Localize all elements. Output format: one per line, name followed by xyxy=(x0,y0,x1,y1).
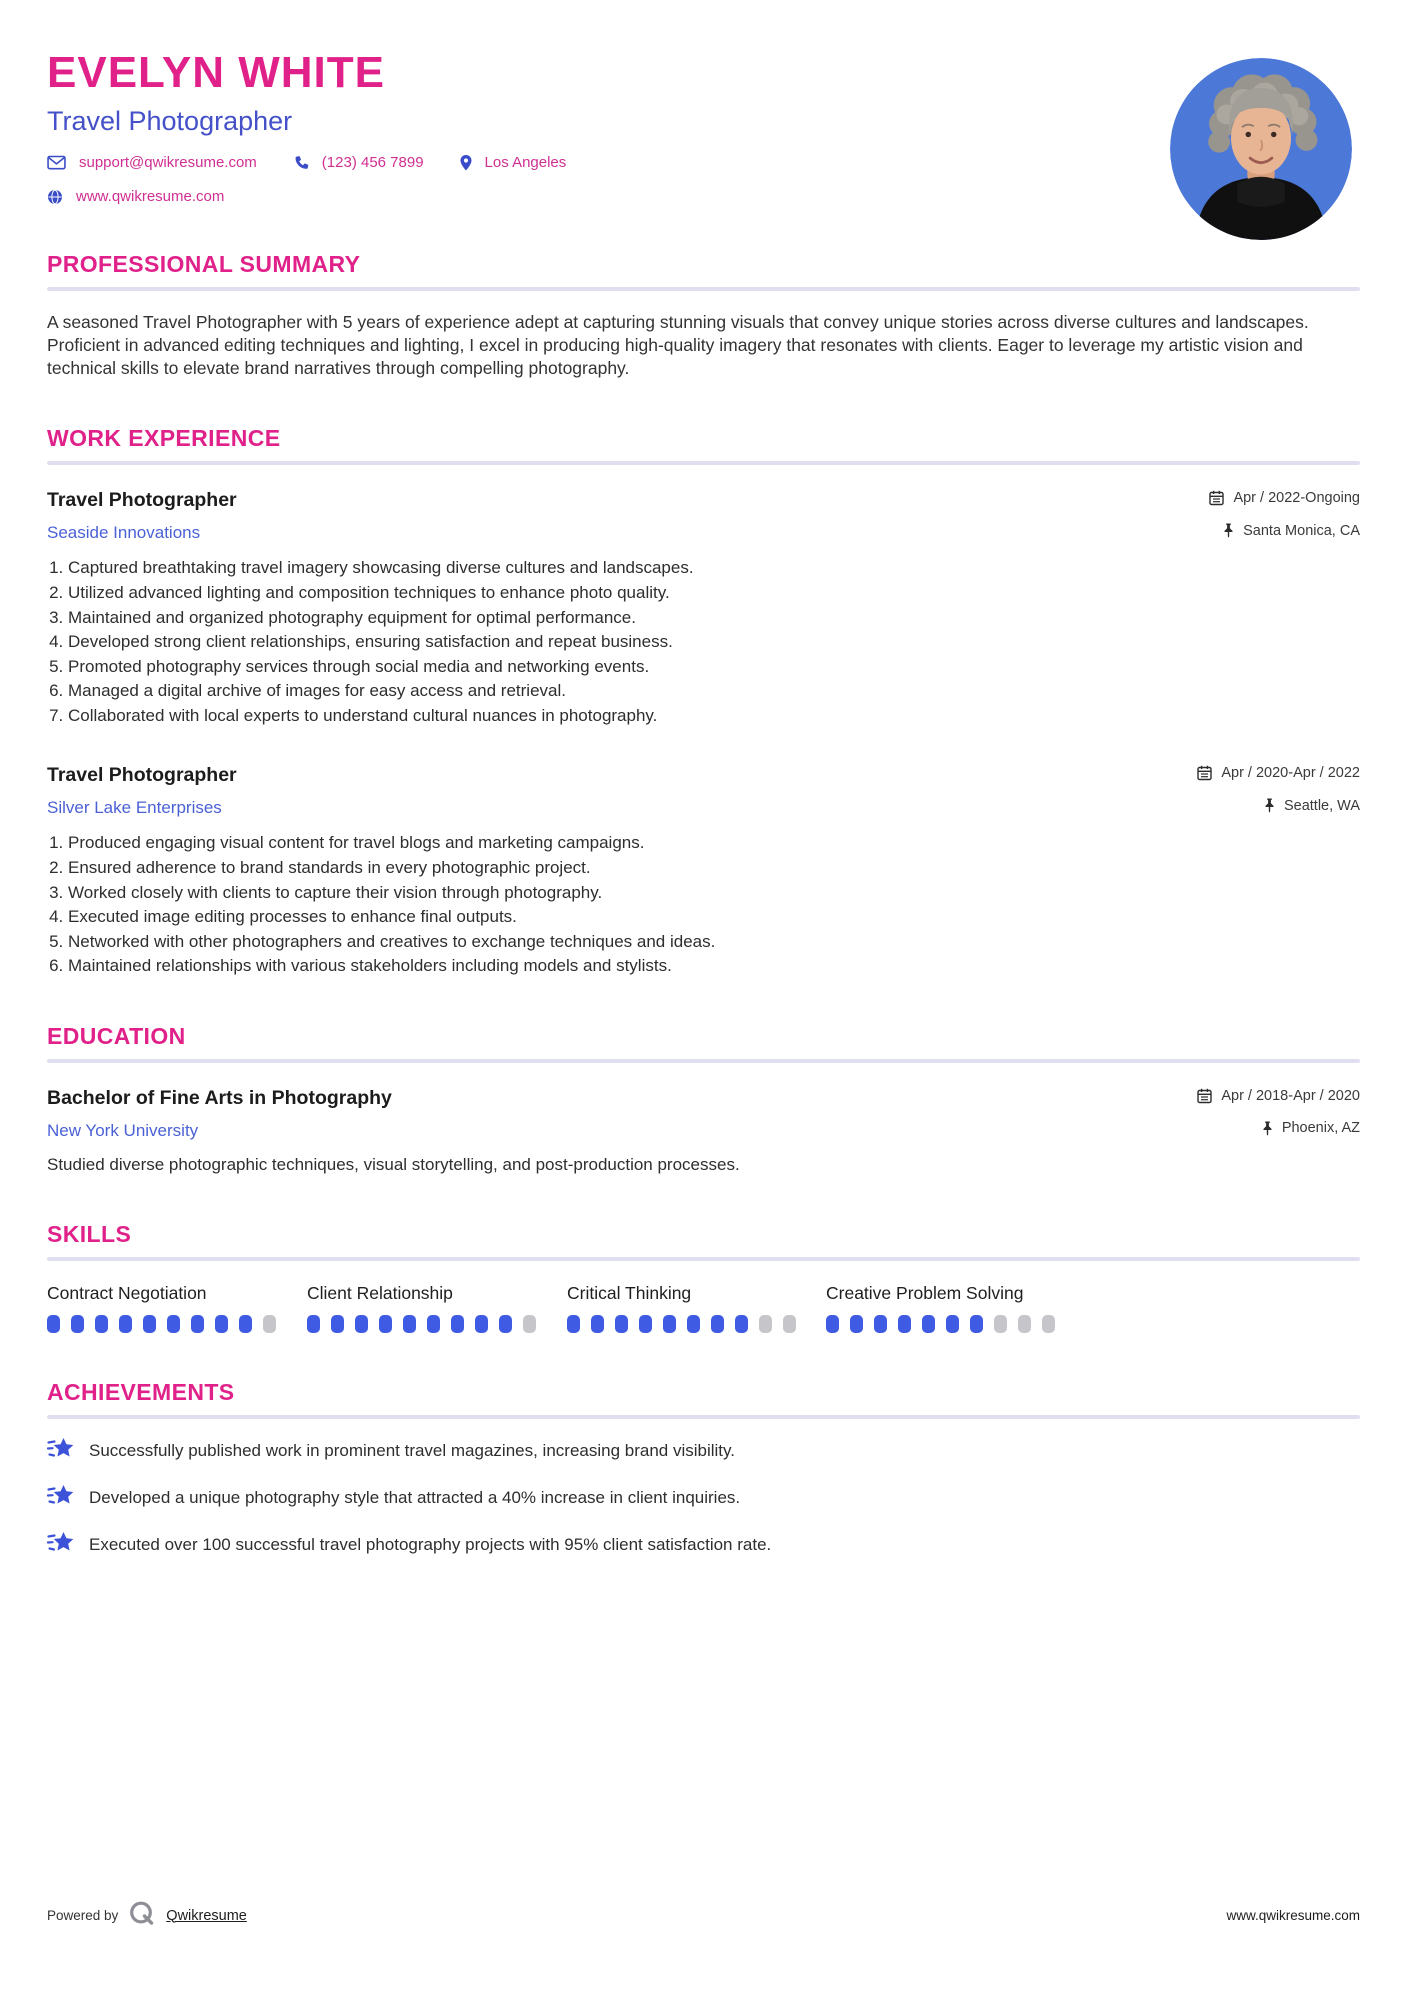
skill-item xyxy=(47,1283,307,1333)
contact-row-1 xyxy=(47,154,1360,171)
rating-dot-filled xyxy=(639,1315,652,1333)
job-location-text: Seattle, WA xyxy=(1283,797,1360,814)
contact-location-text: Los Angeles xyxy=(484,154,567,172)
achievement-item xyxy=(47,1436,1360,1466)
contact-email[interactable] xyxy=(47,154,257,171)
skills-heading: SKILLS xyxy=(47,1220,132,1247)
achievement-text: Executed over 100 successful travel photography projects with 95% client satisfaction rate. xyxy=(89,1534,772,1554)
section-achievements xyxy=(47,1379,1360,1560)
contact-phone-text: (123) 456 7899 xyxy=(321,154,424,172)
rating-dot-filled xyxy=(167,1315,180,1333)
education-heading: EDUCATION xyxy=(47,1022,186,1049)
rating-dot-filled xyxy=(735,1315,748,1333)
job-bullet: 7. Collaborated with local experts to understand cultural nuances in photography. xyxy=(68,705,1360,727)
education-dates xyxy=(1197,1088,1360,1104)
person-name: EVELYN WHITE xyxy=(47,48,385,97)
pushpin-icon xyxy=(1223,523,1234,538)
job-location xyxy=(1264,798,1360,814)
envelope-icon xyxy=(47,155,66,170)
footer-website: www.qwikresume.com xyxy=(1226,1908,1360,1923)
job-dates xyxy=(1197,765,1360,781)
rating-dot-filled xyxy=(663,1315,676,1333)
job-bullet: 6. Maintained relationships with various stakeholders including models and stylists. xyxy=(68,955,1360,977)
achievement-item xyxy=(47,1483,1360,1513)
rating-dot-filled xyxy=(379,1315,392,1333)
rating-dot-empty xyxy=(263,1315,276,1333)
skill-item xyxy=(307,1283,567,1333)
section-experience xyxy=(47,425,1360,977)
rating-dot-filled xyxy=(826,1315,839,1333)
job-entry xyxy=(47,764,1360,976)
phone-icon xyxy=(293,155,309,171)
powered-by-label: Powered by xyxy=(47,1908,119,1923)
rating-dot-filled xyxy=(970,1315,983,1333)
rating-dot-filled xyxy=(615,1315,628,1333)
job-dates xyxy=(1209,490,1360,506)
rating-dot-filled xyxy=(355,1315,368,1333)
rating-dot-filled xyxy=(239,1315,252,1333)
rating-dot-filled xyxy=(499,1315,512,1333)
rating-dot-filled xyxy=(898,1315,911,1333)
skill-item xyxy=(826,1283,1360,1333)
rating-dot-filled xyxy=(567,1315,580,1333)
job-bullet: 1. Captured breathtaking travel imagery showcasing diverse cultures and landscapes. xyxy=(68,557,1360,579)
skill-rating-dots xyxy=(567,1315,826,1333)
skill-name: Critical Thinking xyxy=(567,1282,692,1303)
education-location xyxy=(1262,1120,1360,1136)
education-location-text: Phoenix, AZ xyxy=(1281,1120,1360,1137)
calendar-icon xyxy=(1197,1088,1212,1104)
qwikresume-link[interactable]: Qwikresume xyxy=(166,1907,247,1924)
rating-dot-filled xyxy=(711,1315,724,1333)
job-bullet: 1. Produced engaging visual content for travel blogs and marketing campaigns. xyxy=(68,832,1360,854)
job-bullets xyxy=(47,832,1360,976)
achievement-item xyxy=(47,1530,1360,1560)
job-company: Silver Lake Enterprises xyxy=(47,798,222,818)
shooting-star-icon xyxy=(47,1530,74,1560)
section-divider xyxy=(47,1257,1360,1261)
resume-header xyxy=(47,50,1360,205)
education-dates-text: Apr / 2018-Apr / 2020 xyxy=(1221,1087,1360,1104)
job-bullet: 5. Promoted photography services through social media and networking events. xyxy=(68,656,1360,678)
job-dates-text: Apr / 2022-Ongoing xyxy=(1233,490,1360,507)
rating-dot-filled xyxy=(331,1315,344,1333)
job-bullet: 6. Managed a digital archive of images for easy access and retrieval. xyxy=(68,680,1360,702)
rating-dot-empty xyxy=(1042,1315,1055,1333)
rating-dot-filled xyxy=(451,1315,464,1333)
job-title: Travel Photographer xyxy=(47,489,237,512)
jobs-container xyxy=(47,489,1360,977)
contact-phone xyxy=(293,154,424,171)
rating-dot-empty xyxy=(1018,1315,1031,1333)
skill-rating-dots xyxy=(47,1315,307,1333)
skills-grid xyxy=(47,1283,1360,1333)
page-footer xyxy=(47,1899,1360,1932)
rating-dot-filled xyxy=(143,1315,156,1333)
shooting-star-icon xyxy=(47,1436,74,1466)
education-entry xyxy=(47,1087,1360,1175)
rating-dot-empty xyxy=(994,1315,1007,1333)
achievement-text: Successfully published work in prominent travel magazines, increasing brand visibility. xyxy=(89,1440,735,1460)
job-title: Travel Photographer xyxy=(47,764,237,787)
rating-dot-filled xyxy=(874,1315,887,1333)
section-divider xyxy=(47,1415,1360,1419)
job-bullets xyxy=(47,557,1360,726)
job-company: Seaside Innovations xyxy=(47,523,201,543)
rating-dot-filled xyxy=(475,1315,488,1333)
rating-dot-filled xyxy=(427,1315,440,1333)
rating-dot-empty xyxy=(759,1315,772,1333)
rating-dot-filled xyxy=(591,1315,604,1333)
rating-dot-filled xyxy=(71,1315,84,1333)
section-skills xyxy=(47,1221,1360,1333)
rating-dot-filled xyxy=(47,1315,60,1333)
job-bullet: 4. Executed image editing processes to enhance final outputs. xyxy=(68,906,1360,928)
skill-name: Contract Negotiation xyxy=(47,1282,207,1303)
achievement-text: Developed a unique photography style that attracted a 40% increase in client inquiries. xyxy=(89,1487,741,1507)
section-education xyxy=(47,1023,1360,1175)
contact-website[interactable] xyxy=(47,188,224,205)
pushpin-icon xyxy=(1262,1121,1273,1136)
summary-heading: PROFESSIONAL SUMMARY xyxy=(47,251,361,278)
job-bullet: 2. Ensured adherence to brand standards in every photographic project. xyxy=(68,857,1360,879)
rating-dot-filled xyxy=(946,1315,959,1333)
job-bullet: 2. Utilized advanced lighting and composition techniques to enhance photo quality. xyxy=(68,582,1360,604)
rating-dot-filled xyxy=(307,1315,320,1333)
qwikresume-logo-icon xyxy=(127,1899,157,1932)
rating-dot-filled xyxy=(95,1315,108,1333)
job-location-text: Santa Monica, CA xyxy=(1243,522,1360,539)
skill-item xyxy=(567,1283,826,1333)
job-bullet: 4. Developed strong client relationships, ensuring satisfaction and repeat business. xyxy=(68,631,1360,653)
summary-text: A seasoned Travel Photographer with 5 years of experience adept at capturing stunning visuals that convey unique stories across diverse cultures and landscapes. Proficient in advanced editing techniques and lighting, I excel in producing high-quality imagery that resonates with clients. Eager to leverage my artistic vision and technical skills to elevate brand narratives through compelling photography. xyxy=(47,312,1309,378)
job-bullet: 5. Networked with other photographers and creatives to exchange techniques and ideas. xyxy=(68,931,1360,953)
map-pin-icon xyxy=(460,155,472,171)
education-degree: Bachelor of Fine Arts in Photography xyxy=(47,1086,392,1109)
globe-icon xyxy=(47,189,63,205)
section-divider xyxy=(47,1059,1360,1063)
section-summary xyxy=(47,251,1360,379)
education-school: New York University xyxy=(47,1120,199,1140)
contact-location xyxy=(460,154,567,171)
rating-dot-filled xyxy=(119,1315,132,1333)
calendar-icon xyxy=(1209,490,1224,506)
job-entry xyxy=(47,489,1360,726)
rating-dot-empty xyxy=(523,1315,536,1333)
experience-heading: WORK EXPERIENCE xyxy=(47,425,281,452)
contact-website-text: www.qwikresume.com xyxy=(76,188,225,206)
avatar-illustration xyxy=(1170,58,1352,240)
rating-dot-filled xyxy=(687,1315,700,1333)
achievements-heading: ACHIEVEMENTS xyxy=(47,1378,235,1405)
calendar-icon xyxy=(1197,765,1212,781)
rating-dot-filled xyxy=(191,1315,204,1333)
rating-dot-filled xyxy=(922,1315,935,1333)
person-title: Travel Photographer xyxy=(47,106,293,137)
achievements-list xyxy=(47,1436,1360,1560)
contact-email-text: support@qwikresume.com xyxy=(79,154,257,172)
rating-dot-filled xyxy=(850,1315,863,1333)
shooting-star-icon xyxy=(47,1483,74,1513)
job-bullet: 3. Worked closely with clients to capture their vision through photography. xyxy=(68,882,1360,904)
skill-name: Client Relationship xyxy=(307,1282,453,1303)
rating-dot-filled xyxy=(215,1315,228,1333)
job-bullet: 3. Maintained and organized photography equipment for optimal performance. xyxy=(68,607,1360,629)
skill-rating-dots xyxy=(826,1315,1360,1333)
section-divider xyxy=(47,461,1360,465)
avatar xyxy=(1170,58,1352,240)
rating-dot-filled xyxy=(403,1315,416,1333)
section-divider xyxy=(47,287,1360,291)
job-location xyxy=(1223,523,1360,539)
rating-dot-empty xyxy=(783,1315,796,1333)
pushpin-icon xyxy=(1264,798,1275,813)
skill-rating-dots xyxy=(307,1315,567,1333)
job-dates-text: Apr / 2020-Apr / 2022 xyxy=(1221,765,1360,782)
contact-row-2 xyxy=(47,188,1360,205)
skill-name: Creative Problem Solving xyxy=(826,1282,1024,1303)
education-description: Studied diverse photographic techniques, visual storytelling, and post-production processes. xyxy=(47,1154,740,1174)
